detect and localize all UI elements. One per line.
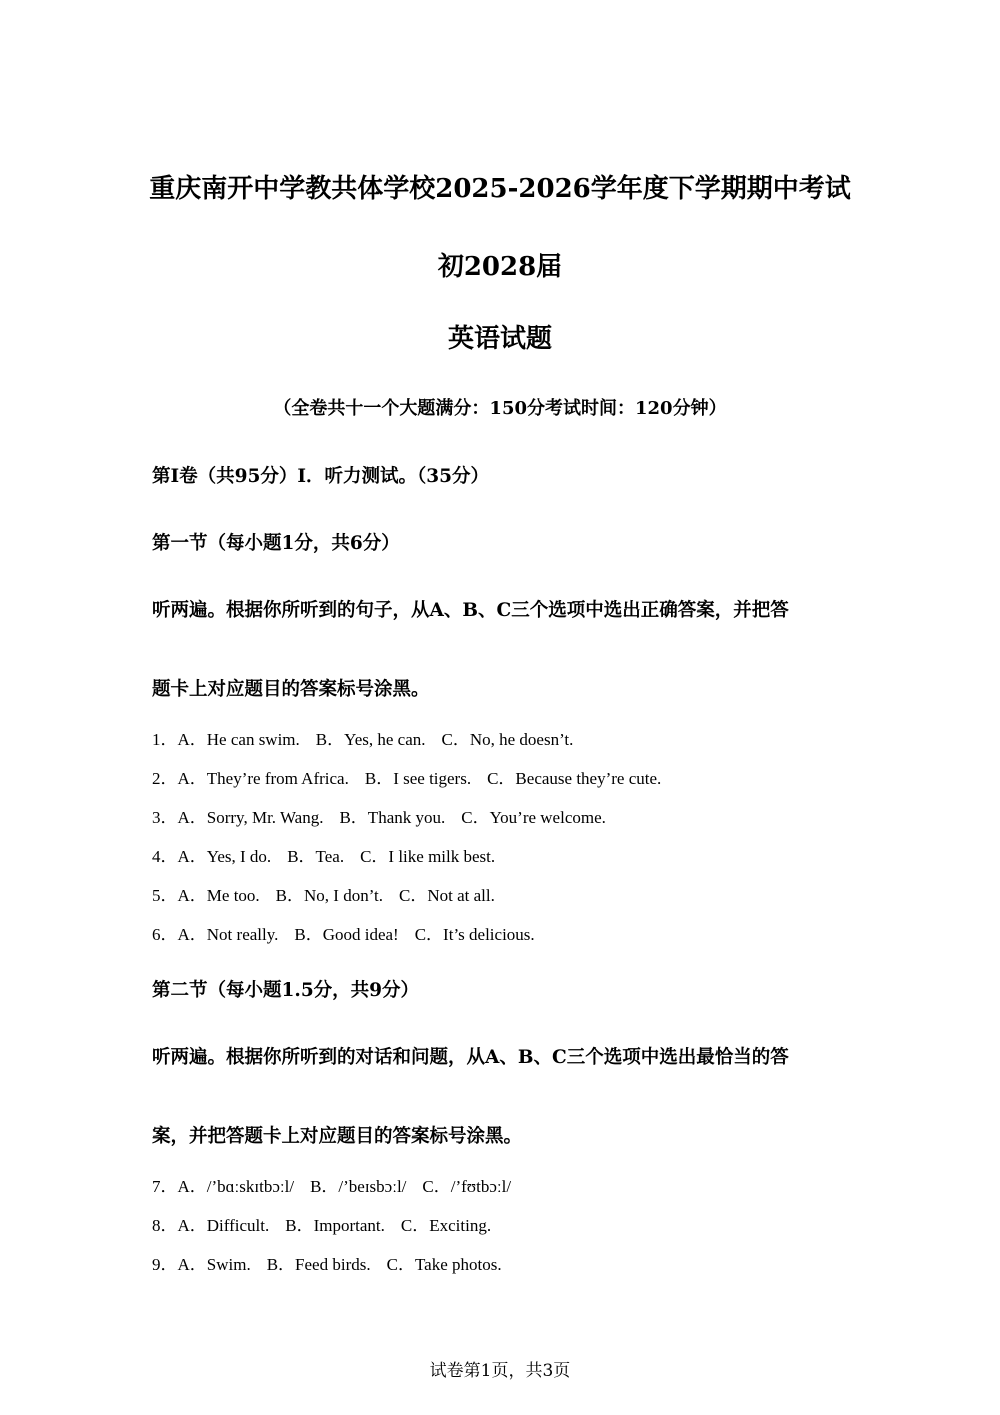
option-c: C．I like milk best. [360,847,496,866]
question-number: 4． [152,847,178,866]
question-item [152,1175,511,1199]
option-a: A．Me too. [177,886,260,905]
exam-note: （全卷共十一个大题满分：150分考试时间：120分钟） [273,398,727,419]
grade-title: 初2028届 [437,252,563,282]
page-footer: 试卷第1页，共3页 [429,1361,571,1381]
option-b: B．/’beɪsbɔːl/ [310,1177,407,1196]
exam-title: 重庆南开中学教共体学校2025-2026学年度下学期期中考试 [149,174,851,204]
option-b: B．Tea. [287,847,345,866]
question-number: 7． [152,1177,178,1196]
question-number: 9． [152,1255,178,1274]
section1-instruction-line1: 听两遍。根据你所听到的句子，从A、B、C三个选项中选出正确答案，并把答 [152,600,789,621]
option-a: A．Sorry, Mr. Wang. [177,808,324,827]
option-c: C．Not at all. [399,886,495,905]
option-b: B．Good idea! [294,925,399,944]
section2-heading: 第二节（每小题1.5分，共9分） [152,980,420,1001]
question-item [152,728,573,752]
question-number: 2． [152,769,178,788]
question-item [152,884,495,908]
option-b: B．Feed birds. [266,1255,371,1274]
option-a: A．He can swim. [177,730,300,749]
question-item [152,1214,491,1238]
option-a: A．Swim. [177,1255,251,1274]
question-number: 1． [152,730,178,749]
option-a: A．They’re from Africa. [177,769,349,788]
option-a: A．/’bɑːskɪtbɔːl/ [177,1177,295,1196]
subject-title: 英语试题 [447,324,552,354]
option-c: C．Take photos. [386,1255,502,1274]
option-b: B．Thank you. [339,808,446,827]
option-c: C．/’fʊtbɔːl/ [422,1177,512,1196]
question-item [152,923,535,947]
question-item [152,1253,502,1277]
option-c: C．You’re welcome. [461,808,606,827]
option-b: B．No, I don’t. [275,886,384,905]
option-c: C．It’s delicious. [414,925,535,944]
question-number: 5． [152,886,178,905]
option-c: C．Exciting. [400,1216,492,1235]
section2-instruction-line2: 案，并把答题卡上对应题目的答案标号涂黑。 [152,1126,523,1147]
option-b: B．I see tigers. [364,769,472,788]
question-item [152,767,661,791]
option-a: A．Not really. [177,925,279,944]
question-number: 6． [152,925,178,944]
option-a: A．Difficult. [177,1216,270,1235]
option-c: C．No, he doesn’t. [441,730,574,749]
option-a: A．Yes, I do. [177,847,272,866]
option-c: C．Because they’re cute. [487,769,662,788]
question-number: 8． [152,1216,178,1235]
question-item [152,845,495,869]
section1-instruction-line2: 题卡上对应题目的答案标号涂黑。 [152,679,430,700]
section2-instruction-line1: 听两遍。根据你所听到的对话和问题，从A、B、C三个选项中选出最恰当的答 [152,1047,789,1068]
question-item [152,806,606,830]
section1-heading: 第一节（每小题1分，共6分） [152,533,400,554]
question-number: 3． [152,808,178,827]
option-b: B．Yes, he can. [315,730,426,749]
part1-heading: 第Ⅰ卷（共95分）Ⅰ．听力测试。（35分） [152,466,490,487]
option-b: B．Important. [285,1216,385,1235]
